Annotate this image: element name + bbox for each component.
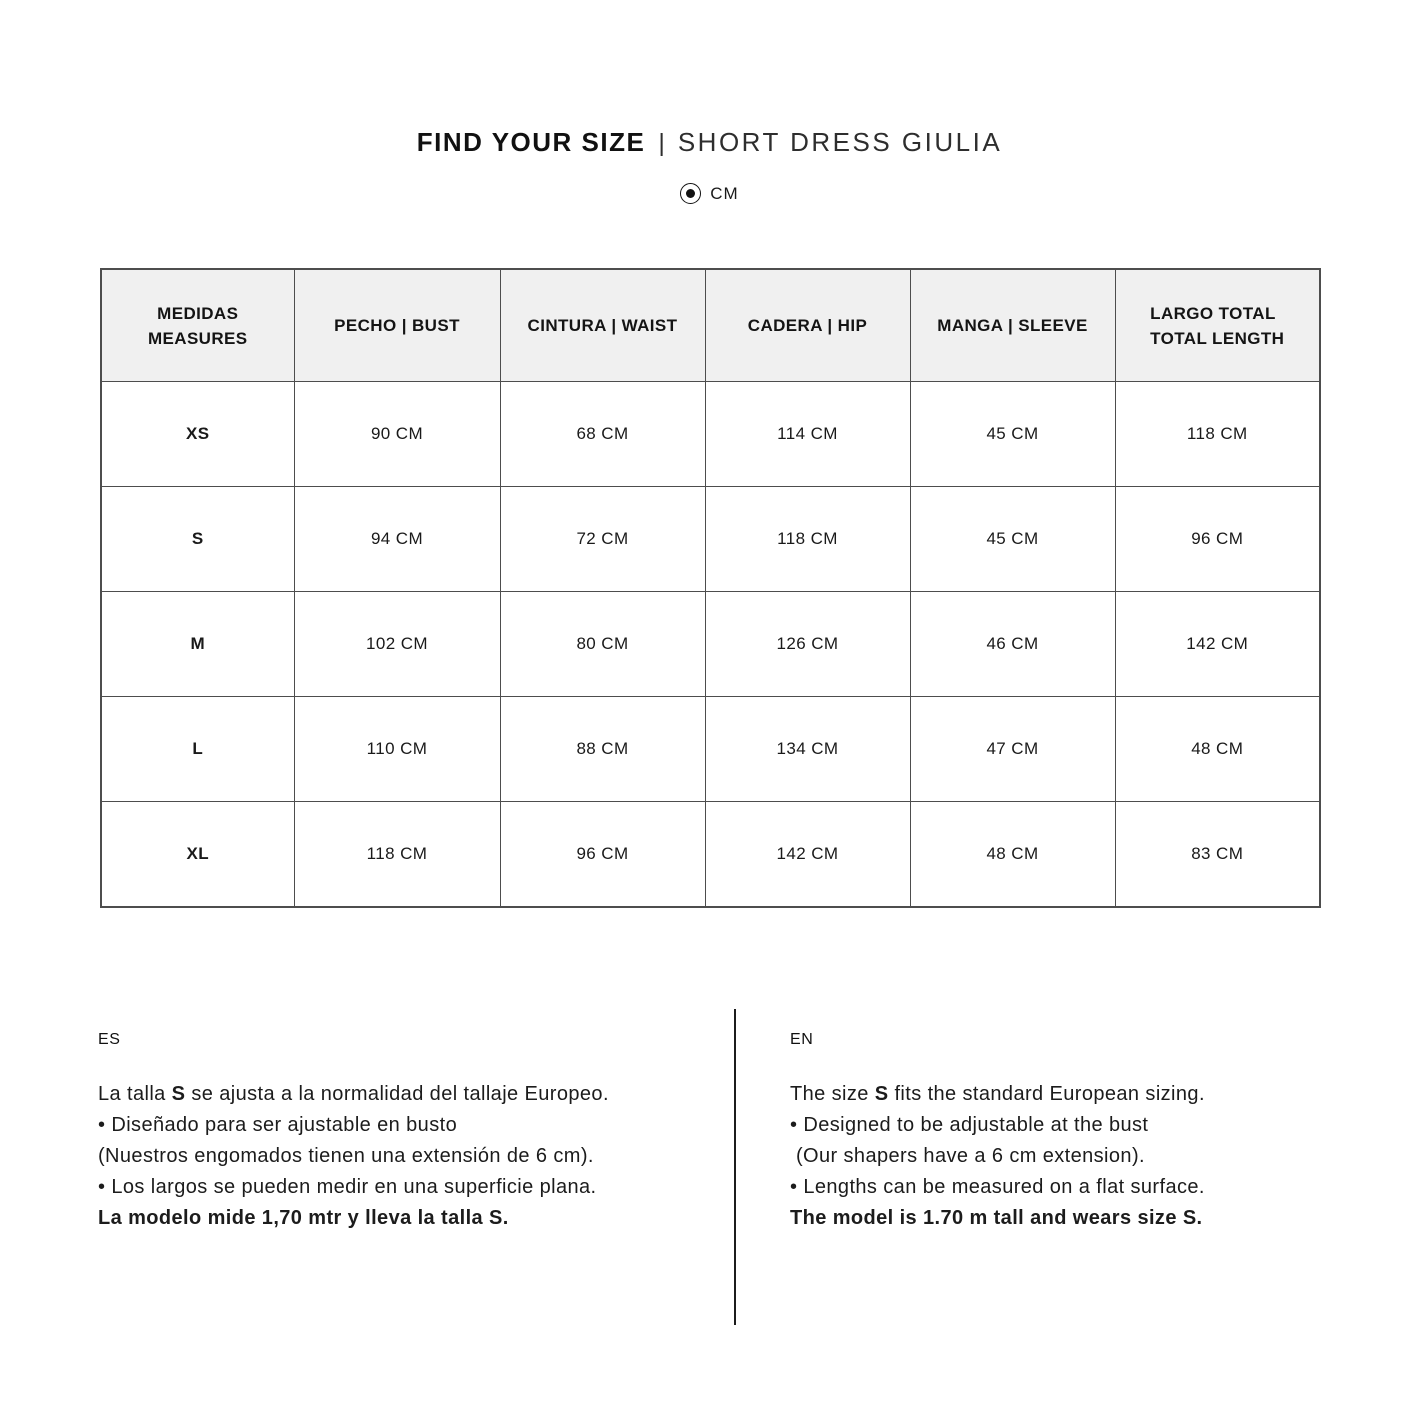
note-text: fits the standard European sizing. bbox=[888, 1083, 1205, 1105]
size-label: M bbox=[101, 592, 294, 697]
note-line: • Los largos se pueden medir en una superficie plana. bbox=[98, 1176, 597, 1198]
cm-radio-button[interactable] bbox=[680, 183, 701, 204]
waist-value: 72 CM bbox=[500, 487, 705, 592]
note-line-model-info: La modelo mide 1,70 mtr y lleva la talla S. bbox=[98, 1207, 509, 1229]
sleeve-value: 46 CM bbox=[910, 592, 1115, 697]
note-text: The size bbox=[790, 1083, 875, 1105]
waist-value: 96 CM bbox=[500, 802, 705, 908]
total-length-value: 118 CM bbox=[1115, 382, 1320, 487]
column-header-measures bbox=[101, 269, 294, 382]
note-text: se ajusta a la normalidad del tallaje Europeo. bbox=[185, 1083, 609, 1105]
column-header-sleeve bbox=[910, 269, 1115, 382]
bust-value: 90 CM bbox=[294, 382, 500, 487]
column-header-hip bbox=[705, 269, 910, 382]
hip-value: 114 CM bbox=[705, 382, 910, 487]
table-row-s bbox=[101, 487, 1320, 592]
title-separator: | bbox=[658, 129, 665, 157]
column-header-line: LARGO TOTAL bbox=[1150, 303, 1276, 323]
column-header-line: TOTAL LENGTH bbox=[1150, 328, 1285, 348]
sleeve-value: 45 CM bbox=[910, 487, 1115, 592]
notes-english bbox=[790, 1031, 1370, 1234]
note-text: La talla bbox=[98, 1083, 172, 1105]
column-header-total-length bbox=[1115, 269, 1320, 382]
unit-selector bbox=[0, 183, 1419, 204]
table-row-l bbox=[101, 697, 1320, 802]
notes-spanish bbox=[98, 1031, 708, 1234]
note-line bbox=[98, 1079, 708, 1110]
waist-value: 88 CM bbox=[500, 697, 705, 802]
bust-value: 110 CM bbox=[294, 697, 500, 802]
note-line: (Nuestros engomados tienen una extensión de 6 cm). bbox=[98, 1145, 594, 1167]
note-text-bold: S bbox=[874, 1083, 889, 1105]
size-label: S bbox=[101, 487, 294, 592]
note-line: (Our shapers have a 6 cm extension). bbox=[790, 1145, 1145, 1167]
total-length-value: 96 CM bbox=[1115, 487, 1320, 592]
note-line: • Designed to be adjustable at the bust bbox=[790, 1114, 1149, 1136]
note-line: • Diseñado para ser ajustable en busto bbox=[98, 1114, 458, 1136]
total-length-value: 83 CM bbox=[1115, 802, 1320, 908]
hip-value: 134 CM bbox=[705, 697, 910, 802]
bust-value: 94 CM bbox=[294, 487, 500, 592]
note-line-model-info: The model is 1.70 m tall and wears size S. bbox=[790, 1207, 1203, 1229]
column-header-line: CINTURA | WAIST bbox=[527, 316, 678, 335]
cm-radio-selected-dot bbox=[686, 189, 695, 198]
waist-value: 80 CM bbox=[500, 592, 705, 697]
column-header-line: CADERA | HIP bbox=[747, 316, 868, 335]
sleeve-value: 48 CM bbox=[910, 802, 1115, 908]
table-row-m bbox=[101, 592, 1320, 697]
size-label: L bbox=[101, 697, 294, 802]
sleeve-value: 45 CM bbox=[910, 382, 1115, 487]
column-header-bust bbox=[294, 269, 500, 382]
page-title bbox=[0, 127, 1419, 158]
bust-value: 118 CM bbox=[294, 802, 500, 908]
column-header-line: MEASURES bbox=[147, 328, 248, 348]
sleeve-value: 47 CM bbox=[910, 697, 1115, 802]
title-main: FIND YOUR SIZE bbox=[416, 127, 646, 157]
waist-value: 68 CM bbox=[500, 382, 705, 487]
bust-value: 102 CM bbox=[294, 592, 500, 697]
table-row-xl bbox=[101, 802, 1320, 908]
total-length-value: 142 CM bbox=[1115, 592, 1320, 697]
column-header-line: MANGA | SLEEVE bbox=[937, 316, 1088, 335]
notes-english-label: EN bbox=[790, 1031, 814, 1048]
size-label: XL bbox=[101, 802, 294, 908]
note-line bbox=[790, 1079, 1370, 1110]
column-header-line: MEDIDAS bbox=[157, 303, 239, 323]
note-text-bold: S bbox=[171, 1083, 186, 1105]
title-product-name: SHORT DRESS GIULIA bbox=[677, 127, 1003, 157]
hip-value: 118 CM bbox=[705, 487, 910, 592]
notes-divider bbox=[734, 1009, 736, 1325]
table-row-xs bbox=[101, 382, 1320, 487]
notes-spanish-label: ES bbox=[98, 1031, 121, 1048]
hip-value: 142 CM bbox=[705, 802, 910, 908]
size-label: XS bbox=[101, 382, 294, 487]
total-length-value: 48 CM bbox=[1115, 697, 1320, 802]
hip-value: 126 CM bbox=[705, 592, 910, 697]
cm-radio-label[interactable]: CM bbox=[710, 183, 739, 203]
column-header-total-length-text bbox=[1150, 301, 1284, 351]
size-table bbox=[100, 268, 1321, 908]
table-header-row bbox=[101, 269, 1320, 382]
column-header-waist bbox=[500, 269, 705, 382]
column-header-line: PECHO | BUST bbox=[334, 316, 460, 335]
note-line: • Lengths can be measured on a flat surface. bbox=[790, 1176, 1205, 1198]
